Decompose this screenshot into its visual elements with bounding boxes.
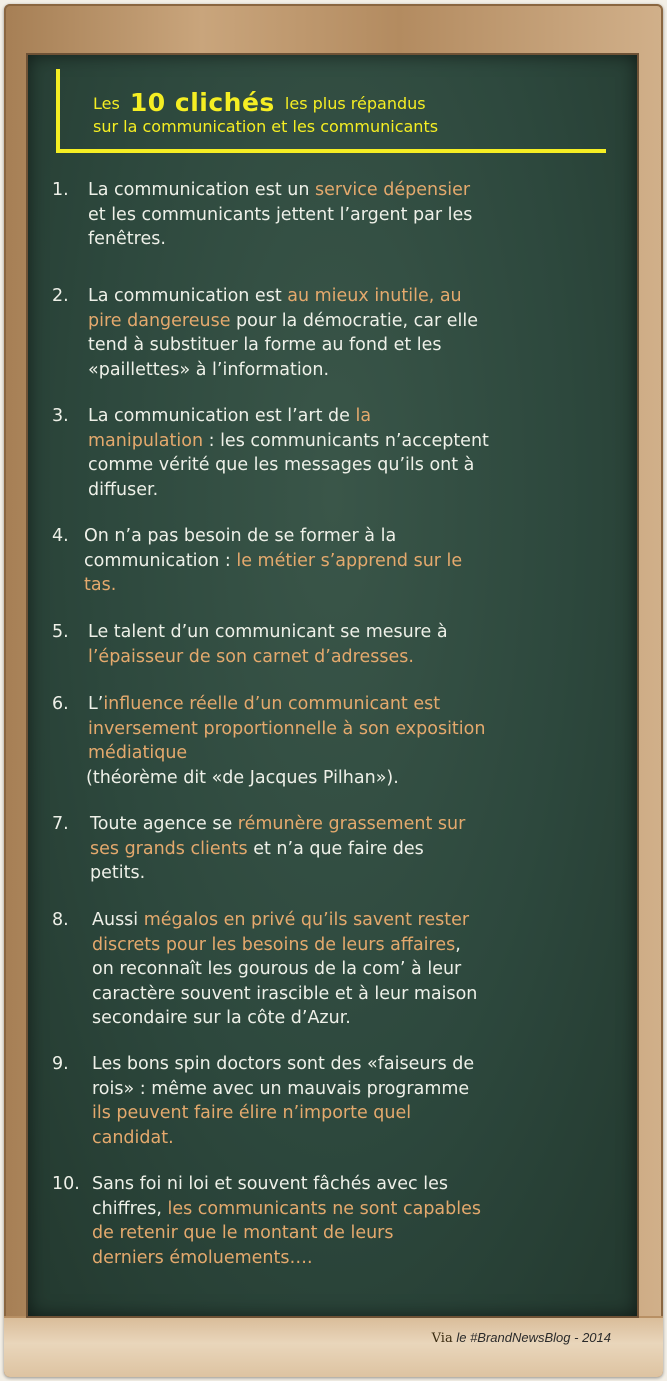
body-text: rois» : même avec un mauvais programme (92, 1078, 470, 1099)
list-item-line (88, 404, 622, 429)
list-item-line (88, 309, 622, 334)
list-item-line (92, 1052, 622, 1077)
list-item-number: 2. (52, 286, 69, 306)
body-text: chiffres, (92, 1198, 168, 1219)
list-item-line (92, 1101, 622, 1126)
highlighted-text: la (355, 406, 372, 426)
list-item-line (92, 933, 622, 958)
list-item-line (88, 227, 622, 252)
title-prefix: Les (93, 94, 120, 113)
list-item (52, 620, 622, 669)
highlighted-text: au mieux inutile, au (287, 286, 462, 306)
title-number-word: 10 clichés (129, 88, 275, 117)
list-item-number: 5. (52, 622, 69, 642)
credit-source: le #BrandNewsBlog - 2014 (456, 1330, 611, 1345)
list-item-line (88, 203, 622, 228)
list-item-line (92, 1006, 622, 1031)
list-item-line (88, 284, 622, 309)
list-item-number: 9. (52, 1054, 69, 1074)
body-text: diffuser. (88, 479, 159, 500)
body-text: (théorème dit «de Jacques Pilhan»). (86, 767, 399, 788)
body-text: communication : (84, 550, 237, 571)
highlighted-text: discrets pour les besoins de leurs affaires (92, 934, 456, 955)
highlighted-text: pire dangereuse (88, 310, 231, 331)
body-text: On n’a pas besoin de se former à la (84, 526, 397, 546)
body-text: La communication est (88, 286, 288, 306)
list-item-number: 3. (52, 406, 69, 426)
body-text: et n’a que faire des (247, 838, 424, 859)
list-item-line (92, 1172, 622, 1197)
body-text: petits. (90, 863, 146, 883)
body-text: Toute agence se (90, 814, 238, 834)
list-item (52, 404, 622, 502)
list-item-line (92, 1246, 622, 1271)
body-text: La communication est un (88, 180, 315, 200)
list-item-number: 10. (52, 1174, 80, 1194)
body-text: : les communicants n’acceptent (203, 430, 489, 451)
highlighted-text: les communicants ne sont capables (167, 1198, 482, 1219)
list-item-line (88, 478, 622, 503)
highlighted-text: candidat. (92, 1127, 174, 1148)
list-item-line (88, 645, 622, 670)
list-item-line (88, 178, 622, 203)
body-text: et les communicants jettent l’argent par les (88, 204, 473, 225)
list-item-line (90, 861, 622, 886)
body-text: secondaire sur la côte d’Azur. (92, 1008, 351, 1028)
list-item-line (90, 837, 622, 862)
body-text: tend à substituer la forme au fond et les (88, 335, 442, 355)
list-item (52, 812, 622, 886)
body-text: L’ (88, 694, 104, 714)
body-text: Sans foi ni loi et souvent fâchés avec les (92, 1174, 448, 1194)
highlighted-text: inversement proportionnelle à son exposition (88, 718, 486, 739)
list-item-line (92, 1126, 622, 1151)
list-item-line (88, 453, 622, 478)
list-item-line (88, 358, 622, 383)
highlighted-text: l’épaisseur de son carnet d’adresses. (88, 646, 414, 667)
list-item-line (88, 429, 622, 454)
credit-via: Via (431, 1331, 453, 1346)
highlighted-text: rémunère grassement sur (237, 814, 466, 834)
list-item (52, 524, 622, 598)
list-item (52, 908, 622, 1031)
list-item-line (86, 766, 622, 791)
page-subtitle: sur la communication et les communicants (93, 117, 439, 136)
list-item-number: 4. (52, 526, 69, 546)
list-item-line (84, 573, 622, 598)
list-item-number: 6. (52, 694, 69, 714)
list-item-line (92, 1197, 622, 1222)
list-item-line (92, 908, 622, 933)
list-item-number: 1. (52, 180, 69, 200)
body-text: , (455, 934, 461, 955)
title-suffix: les plus répandus (284, 94, 426, 113)
list-item-line (92, 1077, 622, 1102)
page-title (93, 86, 426, 115)
list-item-line (88, 333, 622, 358)
list-item-line (88, 741, 622, 766)
list-item-number: 8. (52, 910, 69, 930)
highlighted-text: manipulation (88, 430, 204, 451)
highlighted-text: ils peuvent faire élire n’importe quel (92, 1103, 412, 1123)
list-item-line (92, 982, 622, 1007)
list-item-line (88, 717, 622, 742)
highlighted-text: derniers émoluements…. (92, 1247, 313, 1268)
list-item (52, 178, 622, 252)
list-item-line (88, 692, 622, 717)
body-text: pour la démocratie, car elle (230, 310, 478, 331)
highlighted-text: service dépensier (315, 180, 471, 200)
body-text: fenêtres. (88, 229, 166, 249)
list-item (52, 1052, 622, 1150)
highlighted-text: médiatique (88, 743, 188, 763)
list-item (52, 284, 622, 382)
highlighted-text: tas. (84, 575, 117, 595)
body-text: caractère souvent irascible et à leur maison (92, 983, 478, 1004)
list-item-line (88, 620, 622, 645)
list-item-line (92, 1221, 622, 1246)
highlighted-text: le métier s’apprend sur le (236, 550, 463, 571)
body-text: La communication est l’art de (88, 406, 356, 426)
highlighted-text: mégalos en privé qu’ils savent rester (143, 910, 470, 930)
highlighted-text: de retenir que le montant de leurs (92, 1223, 394, 1243)
body-text: Aussi (92, 910, 144, 930)
highlighted-text: ses grands clients (90, 838, 248, 859)
body-text: «paillettes» à l’information. (88, 359, 330, 380)
body-text: on reconnaît les gourous de la com’ à leur (92, 959, 462, 979)
body-text: comme vérité que les messages qu’ils ont à (88, 455, 475, 475)
body-text: Le talent d’un communicant se mesure à (88, 622, 448, 642)
credit-line (432, 1330, 611, 1346)
list-item-number: 7. (52, 814, 69, 834)
body-text: Les bons spin doctors sont des «faiseurs de (92, 1054, 475, 1074)
list-item-line (90, 812, 622, 837)
list-item-line (84, 524, 622, 549)
list-item (52, 1172, 622, 1270)
highlighted-text: influence réelle d’un communicant est (103, 694, 441, 714)
list-item-line (92, 957, 622, 982)
list-item-line (84, 549, 622, 574)
list-item (52, 692, 622, 790)
chalk-ledge (4, 1316, 663, 1377)
